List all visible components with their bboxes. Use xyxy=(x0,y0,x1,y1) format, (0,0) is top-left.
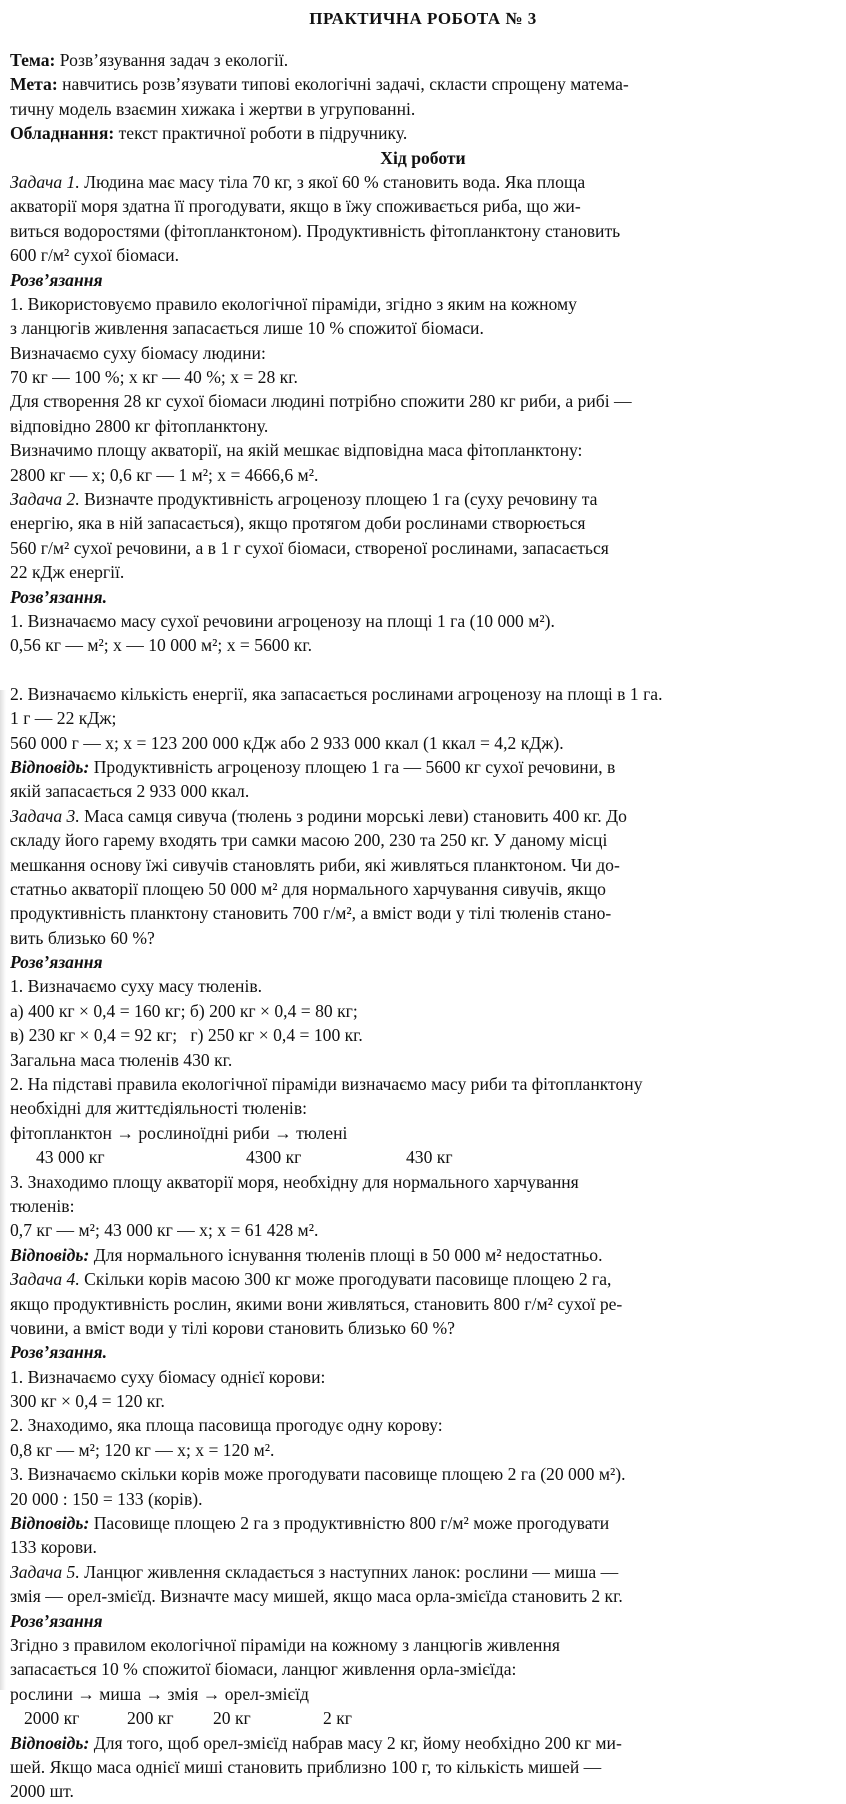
task1-solution-line: Визначимо площу акваторії, на якій мешкає відповідна маса фітопланктону: xyxy=(10,440,583,461)
goal-line-2: тичну модель взаємин хижака і жертви в угрупованні. xyxy=(10,98,416,119)
task3-solution-line: а) 400 кг × 0,4 = 160 кг; б) 200 кг × 0,4 = 80 кг; xyxy=(10,1000,358,1021)
task1-line-1: Задача 1. Людина має масу тіла 70 кг, з якої 60 % становить вода. Яка площа xyxy=(10,171,586,192)
task5-solution-heading: Розв’язання xyxy=(10,1610,103,1631)
blank-gap xyxy=(10,658,836,682)
task3-line-6: вить близько 60 %? xyxy=(10,927,155,948)
task3-solution-line: тюленів: xyxy=(10,1195,75,1216)
page-title: ПРАКТИЧНА РОБОТА № 3 xyxy=(309,9,537,28)
task3-solution-heading: Розв’язання xyxy=(10,952,103,973)
food-chain-seals: фітопланктон → рослиноїдні риби → тюлені xyxy=(10,1122,348,1143)
chain-mass: 2000 кг xyxy=(24,1708,80,1729)
task2-solution-line: 2. Визначаємо кількість енергії, яка запасається рослинами агроценозу на площі в 1 га. xyxy=(10,683,663,704)
task3-line-4: статньо акваторії площею 50 000 м² для нормального харчування сивучів, якщо xyxy=(10,878,606,899)
task4-solution-line: 1. Визначаємо суху біомасу однієї корови: xyxy=(10,1366,326,1387)
task2-solution-line: 0,56 кг — м²; х — 10 000 м²; х = 5600 кг. xyxy=(10,635,312,656)
chain-mass: 20 кг xyxy=(213,1708,251,1729)
task5-answer-line-2: шей. Якщо маса однієї миші становить приблизно 100 г, то кількість мишей — xyxy=(10,1756,602,1777)
topic-line: Тема: Розв’язування задач з екології. xyxy=(10,50,289,70)
task3-line-3: мешкання основу їжі сивучів становлять риби, які живляться планктоном. Чи до- xyxy=(10,854,620,875)
chain-mass: 4300 кг xyxy=(246,1147,302,1168)
task3-solution-line: 0,7 кг — м²; 43 000 кг — х; х = 61 428 м². xyxy=(10,1220,319,1241)
section-heading: Хід роботи xyxy=(380,147,466,168)
task2-line-2: енергію, яка в ній запасається), якщо протягом доби рослинами створюється xyxy=(10,513,586,534)
task2-solution-heading: Розв’язання. xyxy=(10,586,107,607)
task4-solution-line: 3. Визначаємо скільки корів може прогодувати пасовище площею 2 га (20 000 м²). xyxy=(10,1464,626,1485)
task3-solution-line: необхідні для життєдіяльності тюленів: xyxy=(10,1098,308,1119)
task3-line-2: складу його гарему входять три самки масою 200, 230 та 250 кг. У даному місці xyxy=(10,830,608,851)
task1-solution-line: 2800 кг — х; 0,6 кг — 1 м²; х = 4666,6 м². xyxy=(10,464,319,485)
task3-solution-line: 1. Визначаємо суху масу тюленів. xyxy=(10,976,263,997)
task4-answer-line-2: 133 корови. xyxy=(10,1537,97,1558)
task3-answer-line: Відповідь: Для нормального існування тюленів площі в 50 000 м² недостатньо. xyxy=(10,1244,603,1265)
scan-edge-shadow xyxy=(0,690,6,1690)
task2-line-1: Задача 2. Визначте продуктивність агроценозу площею 1 га (суху речовину та xyxy=(10,489,598,510)
food-chain-seals-masses xyxy=(10,1145,836,1169)
task5-line-2: змія — орел-змієїд. Визначте масу мишей, якщо маса орла-змієїда становить 2 кг. xyxy=(10,1586,623,1607)
task5-line-1: Задача 5. Ланцюг живлення складається з наступних ланок: рослини — миша — xyxy=(10,1561,619,1582)
task2-answer-line-1: Відповідь: Продуктивність агроценозу площею 1 га — 5600 кг сухої речовини, в xyxy=(10,756,616,777)
task4-line-2: якщо продуктивність рослин, якими вони живляться, становить 800 г/м² сухої ре- xyxy=(10,1293,623,1314)
task1-solution-line: Визначаємо суху біомасу людини: xyxy=(10,342,266,363)
task4-line-1: Задача 4. Скільки корів масою 300 кг може прогодувати пасовище площею 2 га, xyxy=(10,1269,612,1290)
task2-solution-line: 1. Визначаємо масу сухої речовини агроценозу на площі 1 га (10 000 м²). xyxy=(10,610,555,631)
task5-solution-line: Згідно з правилом екологічної піраміди на кожному з ланцюгів живлення xyxy=(10,1635,560,1655)
task1-line-4: 600 г/м² сухої біомаси. xyxy=(10,245,180,266)
task3-solution-line: в) 230 кг × 0,4 = 92 кг; г) 250 кг × 0,4 = 100 кг. xyxy=(10,1025,363,1046)
task4-solution-line: 0,8 кг — м²; 120 кг — х; х = 120 м². xyxy=(10,1439,275,1460)
food-chain-eagle: рослини → миша → змія → орел-змієїд xyxy=(10,1683,309,1704)
chain-mass: 43 000 кг xyxy=(36,1147,105,1168)
task1-solution-heading: Розв’язання xyxy=(10,269,103,290)
task4-answer-line-1: Відповідь: Пасовище площею 2 га з продуктивністю 800 г/м² може прогодувати xyxy=(10,1513,610,1534)
task1-solution-line: 1. Використовуємо правило екологічної піраміди, згідно з яким на кожному xyxy=(10,293,577,314)
task4-solution-line: 20 000 : 150 = 133 (корів). xyxy=(10,1488,203,1509)
task4-solution-line: 300 кг × 0,4 = 120 кг. xyxy=(10,1391,165,1412)
task5-solution-line: запасається 10 % спожитої біомаси, ланцюг живлення орла-змієїда: xyxy=(10,1659,517,1680)
task1-solution-line: Для створення 28 кг сухої біомаси людині потрібно спожити 280 кг риби, а рибі — xyxy=(10,391,632,412)
task4-solution-line: 2. Знаходимо, яка площа пасовища прогодує одну корову: xyxy=(10,1415,443,1436)
chain-mass: 2 кг xyxy=(323,1708,352,1729)
food-chain-eagle-masses xyxy=(10,1706,836,1730)
equipment-line: Обладнання: текст практичної роботи в підручнику. xyxy=(10,123,408,144)
task2-solution-line: 560 000 г — х; х = 123 200 000 кДж або 2 933 000 ккал (1 ккал = 4,2 кДж). xyxy=(10,732,564,753)
task1-line-2: акваторії моря здатна її прогодувати, якщо в їжу споживається риба, що жи- xyxy=(10,196,581,217)
goal-line-1: Мета: навчитись розв’язувати типові екологічні задачі, скласти спрощену матема- xyxy=(10,74,629,95)
task1-line-3: виться водоростями (фітопланктоном). Продуктивність фітопланктону становить xyxy=(10,220,621,241)
chain-mass: 200 кг xyxy=(127,1708,174,1729)
task3-solution-line: Загальна маса тюленів 430 кг. xyxy=(10,1049,233,1070)
task3-solution-line: 2. На підставі правила екологічної піраміди визначаємо масу риби та фітопланктону xyxy=(10,1074,643,1095)
task1-solution-line: з ланцюгів живлення запасається лише 10 % спожитої біомаси. xyxy=(10,318,484,339)
task3-line-1: Задача 3. Маса самця сивуча (тюлень з родини морські леви) становить 400 кг. До xyxy=(10,805,627,826)
chain-mass: 430 кг xyxy=(406,1147,453,1168)
task5-answer-line-3: 2000 шт. xyxy=(10,1781,74,1802)
task2-line-3: 560 г/м² сухої речовини, а в 1 г сухої біомаси, створеної рослинами, запасається xyxy=(10,537,609,558)
task3-solution-line: 3. Знаходимо площу акваторії моря, необхідну для нормального харчування xyxy=(10,1171,579,1192)
task3-line-5: продуктивність планктону становить 700 г/м², а вміст води у тілі тюленів стано- xyxy=(10,903,612,924)
task1-solution-line: 70 кг — 100 %; х кг — 40 %; х = 28 кг. xyxy=(10,367,298,388)
task2-solution-line: 1 г — 22 кДж; xyxy=(10,708,117,729)
task4-line-3: човини, а вміст води у тілі корови становить близько 60 %? xyxy=(10,1317,455,1338)
task2-answer-line-2: якій запасається 2 933 000 ккал. xyxy=(10,781,250,802)
task1-solution-line: відповідно 2800 кг фітопланктону. xyxy=(10,415,269,436)
task2-line-4: 22 кДж енергії. xyxy=(10,562,125,583)
task4-solution-heading: Розв’язання. xyxy=(10,1342,107,1363)
task5-answer-line-1: Відповідь: Для того, щоб орел-змієїд набрав масу 2 кг, йому необхідно 200 кг ми- xyxy=(10,1732,622,1753)
